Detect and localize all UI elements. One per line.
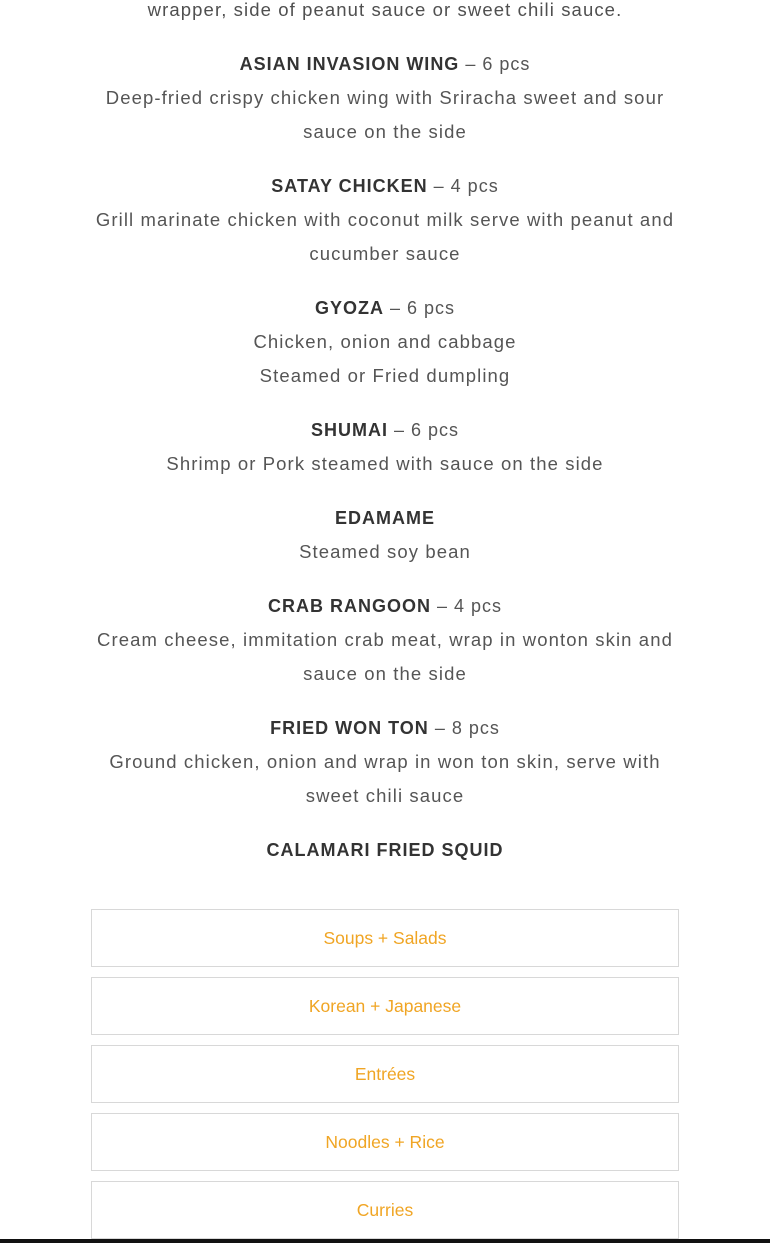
- menu-item-quantity: – 4 pcs: [430, 596, 503, 616]
- menu-item-name: SHUMAI: [310, 420, 388, 440]
- menu-item: [0, 711, 770, 813]
- menu-item: [0, 413, 770, 481]
- menu-item-name: SATAY CHICKEN: [271, 176, 428, 196]
- menu-item-quantity: – 6 pcs: [459, 54, 531, 74]
- category-button-label: Soups + Salads: [323, 927, 447, 948]
- menu-item-name: CRAB RANGOON: [267, 596, 431, 616]
- menu-item-quantity: – 4 pcs: [427, 176, 499, 196]
- category-button[interactable]: [91, 909, 679, 967]
- menu-item-description: Cream cheese, immitation crab meat, wrap in wonton skin and sauce on the side: [97, 629, 673, 684]
- menu-items: [0, 47, 770, 867]
- menu-item-title: [0, 501, 770, 535]
- bottom-bar: [0, 1239, 770, 1243]
- menu-item: [0, 501, 770, 569]
- category-button-label: Korean + Japanese: [308, 995, 462, 1016]
- menu-item-name: CALAMARI FRIED SQUID: [266, 840, 504, 860]
- menu-item-quantity: – 8 pcs: [428, 718, 500, 738]
- menu-item-title: [0, 833, 770, 867]
- menu-item-quantity: – 6 pcs: [387, 420, 460, 440]
- menu-item: [0, 291, 770, 393]
- menu-item: [0, 833, 770, 867]
- menu-item-description: Deep-fried crispy chicken wing with Sriracha sweet and sour sauce on the side: [105, 87, 665, 142]
- category-button[interactable]: [91, 977, 679, 1035]
- category-buttons: [91, 909, 679, 1249]
- menu-item-description: Shrimp or Pork steamed with sauce on the side: [166, 453, 604, 474]
- menu-item-quantity: – 6 pcs: [383, 298, 456, 318]
- menu-item-description: Grill marinate chicken with coconut milk serve with peanut and cucumber sauce: [95, 209, 675, 264]
- menu-item-title: [0, 589, 770, 623]
- menu-item: [0, 589, 770, 691]
- menu-item-description: Steamed soy bean: [299, 541, 471, 562]
- intro-description: wrapper, side of peanut sauce or sweet chili sauce.: [147, 0, 623, 20]
- menu-item-title: [0, 169, 770, 203]
- menu-item-title: [0, 711, 770, 745]
- category-button-label: Entrées: [354, 1063, 416, 1084]
- menu-item-name: ASIAN INVASION WING: [239, 54, 460, 74]
- menu-item-title: [0, 47, 770, 81]
- menu-item-description: Ground chicken, onion and wrap in won ton skin, serve with sweet chili sauce: [109, 751, 661, 806]
- menu-item: [0, 169, 770, 271]
- category-button[interactable]: [91, 1045, 679, 1103]
- menu-item-name: FRIED WON TON: [270, 718, 429, 738]
- menu-item-description: Chicken, onion and cabbage: [253, 331, 517, 352]
- menu-item-title: [0, 413, 770, 447]
- menu-item-title: [0, 291, 770, 325]
- menu-item-name: GYOZA: [314, 298, 384, 318]
- menu-item-name: EDAMAME: [335, 508, 435, 528]
- category-button-label: Curries: [356, 1199, 414, 1220]
- category-button[interactable]: [91, 1113, 679, 1171]
- menu-item-description: Steamed or Fried dumpling: [259, 365, 511, 386]
- menu-item: [0, 47, 770, 149]
- category-button-label: Noodles + Rice: [325, 1131, 445, 1152]
- category-button[interactable]: [91, 1181, 679, 1239]
